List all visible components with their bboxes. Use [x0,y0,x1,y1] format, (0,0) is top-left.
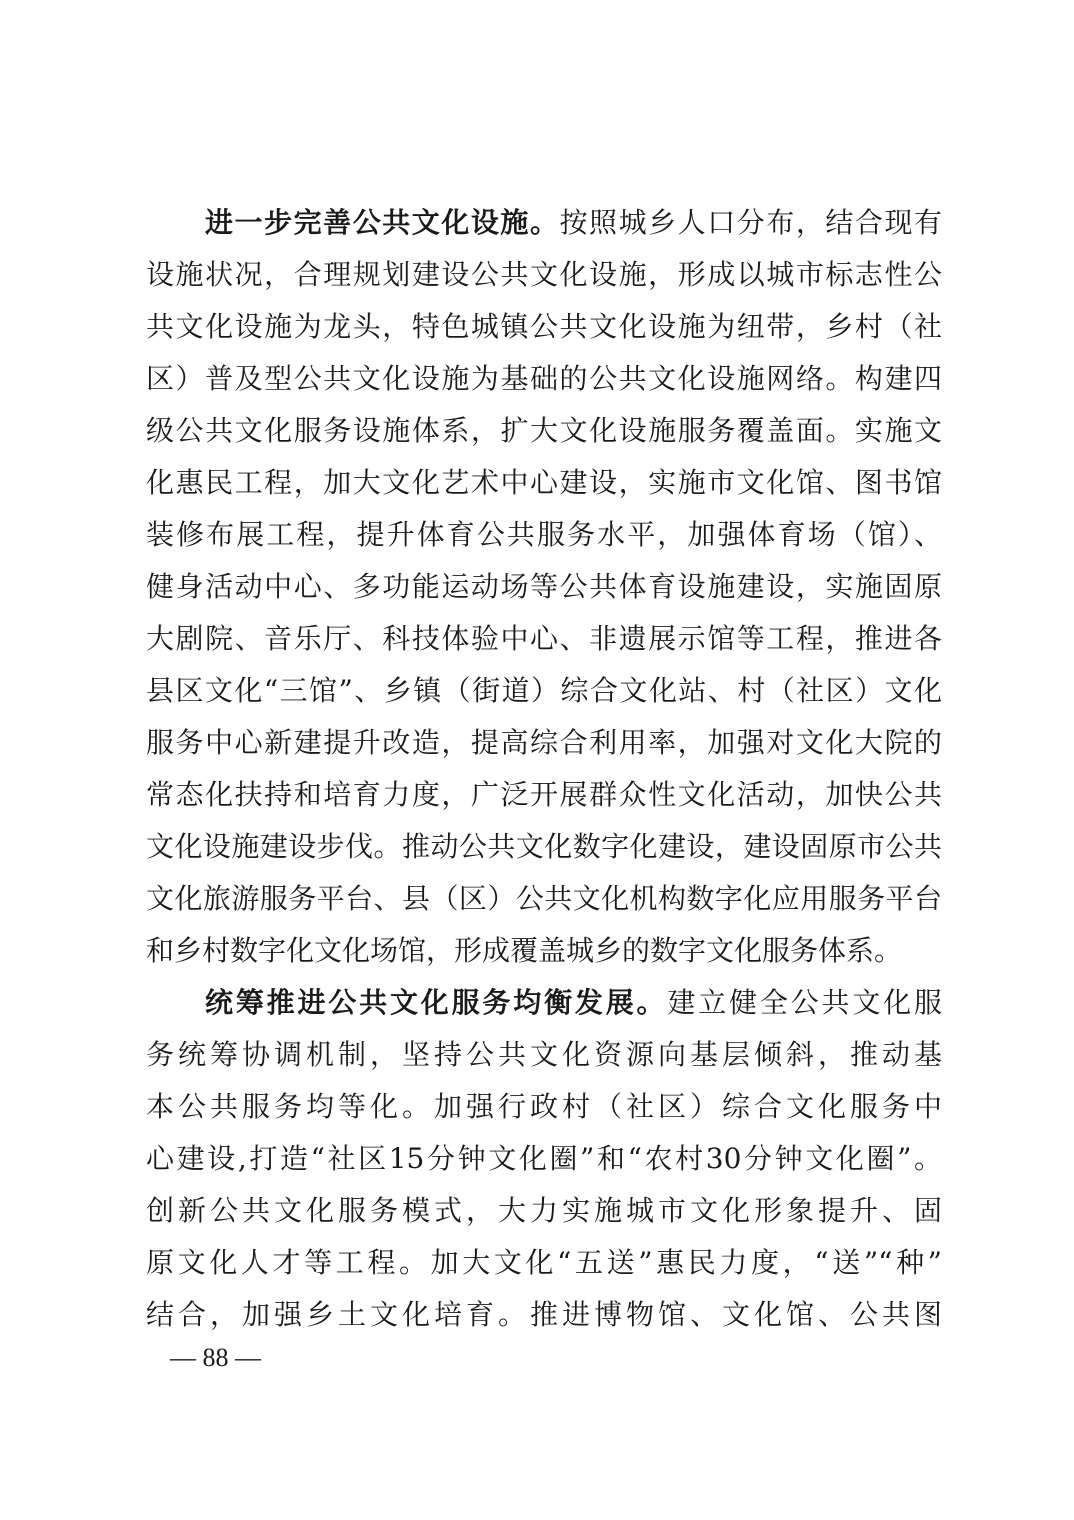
paragraph-line: 和乡村数字化文化场馆，形成覆盖城乡的数字文化服务体系。 [146,934,903,967]
paragraph-line: 县区文化“三馆”、乡镇（街道）综合文化站、村（社区）文化 [146,674,942,707]
paragraph-line: 区）普及型公共文化设施为基础的公共文化设施网络。构建四 [146,362,942,395]
paragraph-line: 常态化扶持和培育力度，广泛开展群众性文化活动，加快公共 [146,778,942,811]
page-number: — 88 — [170,1343,261,1372]
paragraph-text: 按照城乡人口分布，结合现有 [559,206,942,239]
paragraph-line: 设施状况，合理规划建设公共文化设施，形成以城市标志性公 [146,258,942,291]
paragraph-line: 文化设施建设步伐。推动公共文化数字化建设，建设固原市公共 [146,830,942,863]
paragraph-line [205,203,942,243]
paragraph-line: 大剧院、音乐厅、科技体验中心、非遗展示馆等工程，推进各 [146,622,942,655]
paragraph-line: 本公共服务均等化。加强行政村（社区）综合文化服务中 [146,1090,942,1123]
paragraph-text: 建立健全公共文化服 [667,986,942,1019]
paragraph-line: 级公共文化服务设施体系，扩大文化设施服务覆盖面。实施文 [146,414,942,447]
paragraph-lead: 统筹推进公共文化服务均衡发展。 [205,986,668,1019]
paragraph-line: 化惠民工程，加大文化艺术中心建设，实施市文化馆、图书馆 [146,466,942,499]
paragraph-line: 原文化人才等工程。加大文化“五送”惠民力度，“送”“种” [146,1246,942,1279]
paragraph-line: 创新公共文化服务模式，大力实施城市文化形象提升、固 [146,1194,942,1227]
paragraph-line: 务统筹协调机制，坚持公共文化资源向基层倾斜，推动基 [146,1038,942,1071]
paragraph-lead: 进一步完善公共文化设施。 [205,206,560,239]
paragraph-line: 文化旅游服务平台、县（区）公共文化机构数字化应用服务平台 [146,882,942,915]
paragraph-line: 服务中心新建提升改造，提高综合利用率，加强对文化大院的 [146,726,942,759]
paragraph-line: 装修布展工程，提升体育公共服务水平，加强体育场（馆）、 [146,518,942,551]
paragraph-line [205,983,942,1023]
paragraph-line: 健身活动中心、多功能运动场等公共体育设施建设，实施固原 [146,570,942,603]
paragraph-line: 结合，加强乡土文化培育。推进博物馆、文化馆、公共图 [146,1298,942,1331]
paragraph-line: 心建设,打造“社区15分钟文化圈”和“农村30分钟文化圈”。 [146,1142,942,1175]
paragraph-line: 共文化设施为龙头，特色城镇公共文化设施为纽带，乡村（社 [146,310,942,343]
